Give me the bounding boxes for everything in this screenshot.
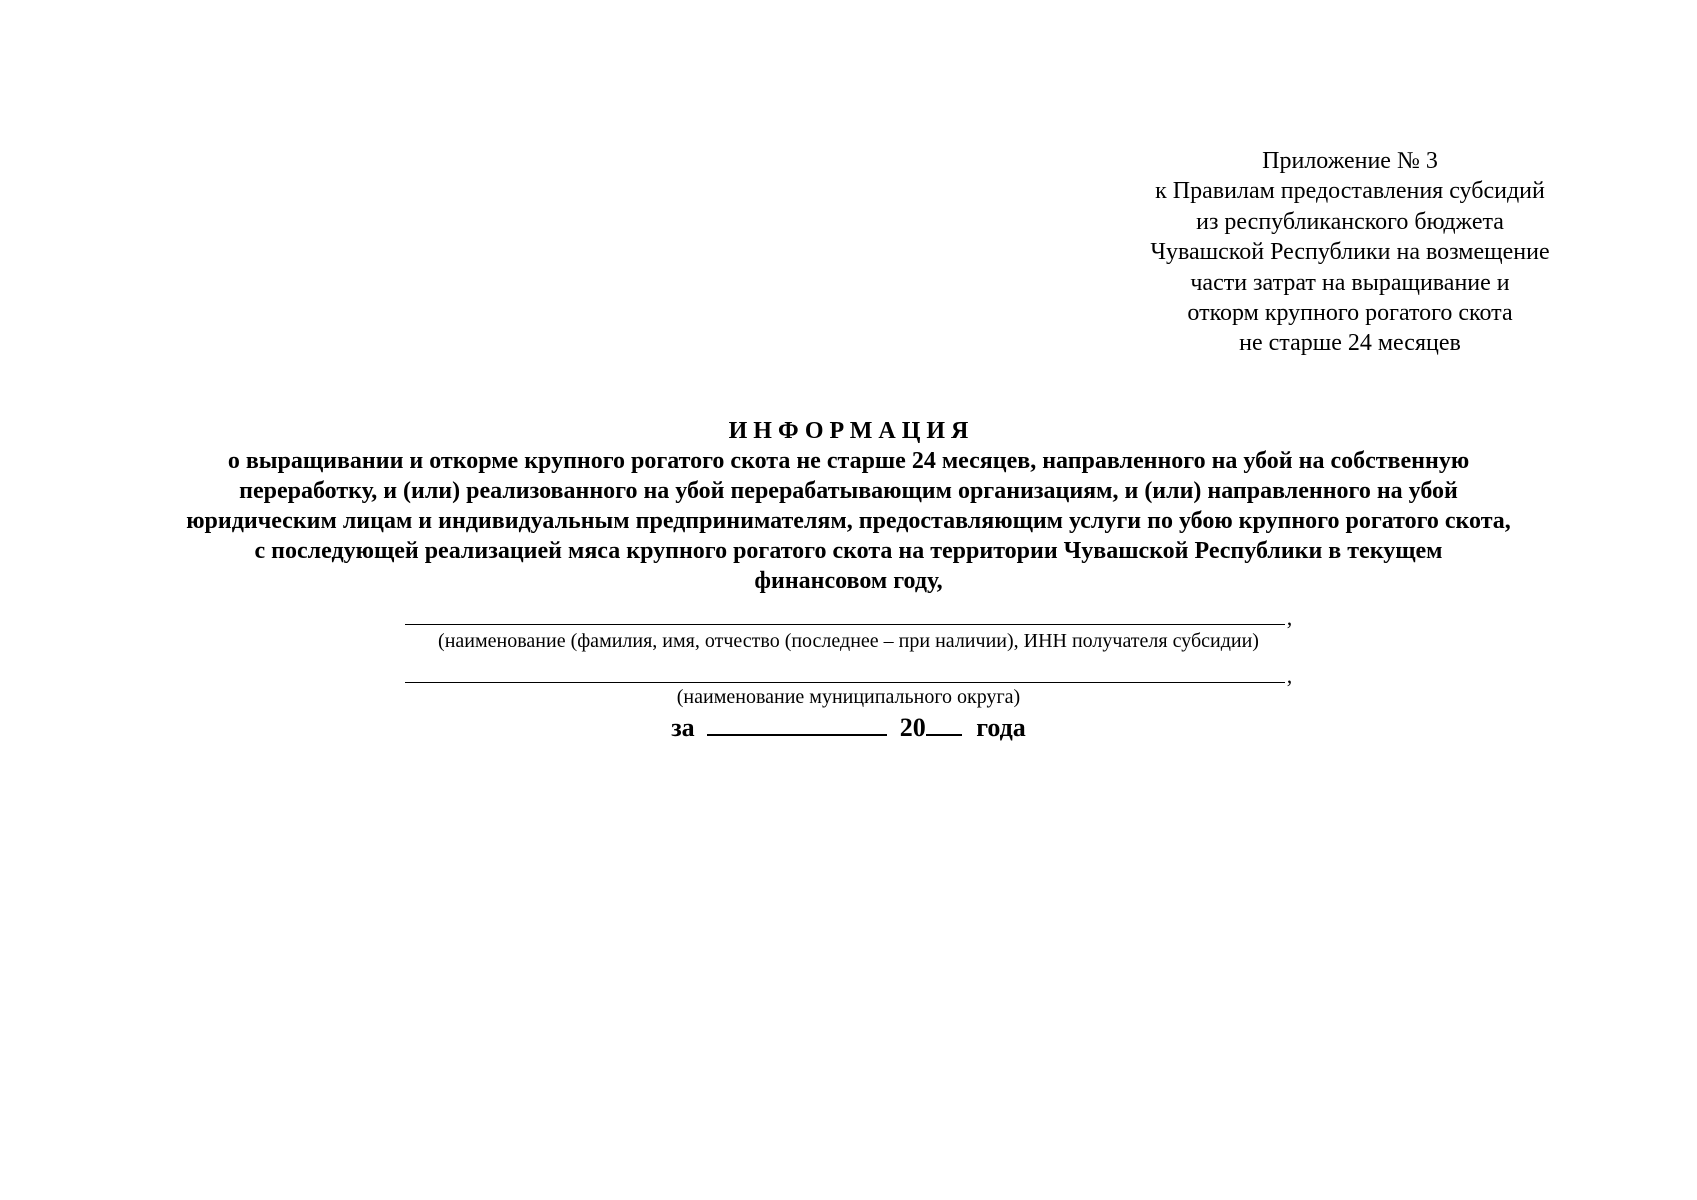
appendix-reference: [1110, 146, 1590, 359]
recipient-name-caption: (наименование (фамилия, имя, отчество (последнее – при наличии), ИНН получателя субсидии): [438, 630, 1259, 652]
document-subtitle-line: финансовом году,: [754, 568, 943, 594]
document-subtitle-line: юридическим лицам и индивидуальным предпринимателям, предоставляющим услуги по убою крупного рогатого скота,: [186, 508, 1511, 534]
appendix-line: откорм крупного рогатого скота: [1187, 300, 1513, 327]
appendix-line: к Правилам предоставления субсидий: [1155, 178, 1545, 205]
recipient-name-comma: ,: [1286, 605, 1293, 630]
appendix-line: части затрат на выращивание и: [1190, 269, 1510, 296]
document-subtitle-line: с последующей реализацией мяса крупного рогатого скота на территории Чувашской Республики в текущем: [254, 538, 1443, 564]
document-subtitle-line: о выращивании и откорме крупного рогатого скота не старше 24 месяцев, направленного на убой на собственную: [227, 448, 1470, 474]
period-year-blank: [926, 712, 962, 736]
recipient-name-blank: [405, 623, 1285, 625]
recipient-name-field: [0, 605, 1697, 631]
appendix-line: Чувашской Республики на возмещение: [1150, 239, 1550, 266]
reporting-period: [0, 712, 1697, 743]
appendix-line: Приложение № 3: [1262, 148, 1438, 174]
period-suffix: года: [976, 713, 1026, 742]
district-name-blank: [405, 681, 1285, 683]
appendix-line: не старше 24 месяцев: [1239, 330, 1461, 357]
period-year-prefix: 20: [899, 713, 926, 742]
district-name-caption: (наименование муниципального округа): [676, 686, 1021, 708]
document-heading: [80, 416, 1617, 596]
document-subtitle-line: переработку, и (или) реализованного на убой перерабатывающим организациям, и (или) направленного на убой: [239, 478, 1458, 504]
district-name-comma: ,: [1286, 663, 1293, 688]
appendix-line: из республиканского бюджета: [1196, 208, 1504, 235]
period-prefix: за: [671, 713, 695, 742]
document-title: ИНФОРМАЦИЯ: [728, 418, 975, 444]
period-blank: [707, 712, 887, 736]
